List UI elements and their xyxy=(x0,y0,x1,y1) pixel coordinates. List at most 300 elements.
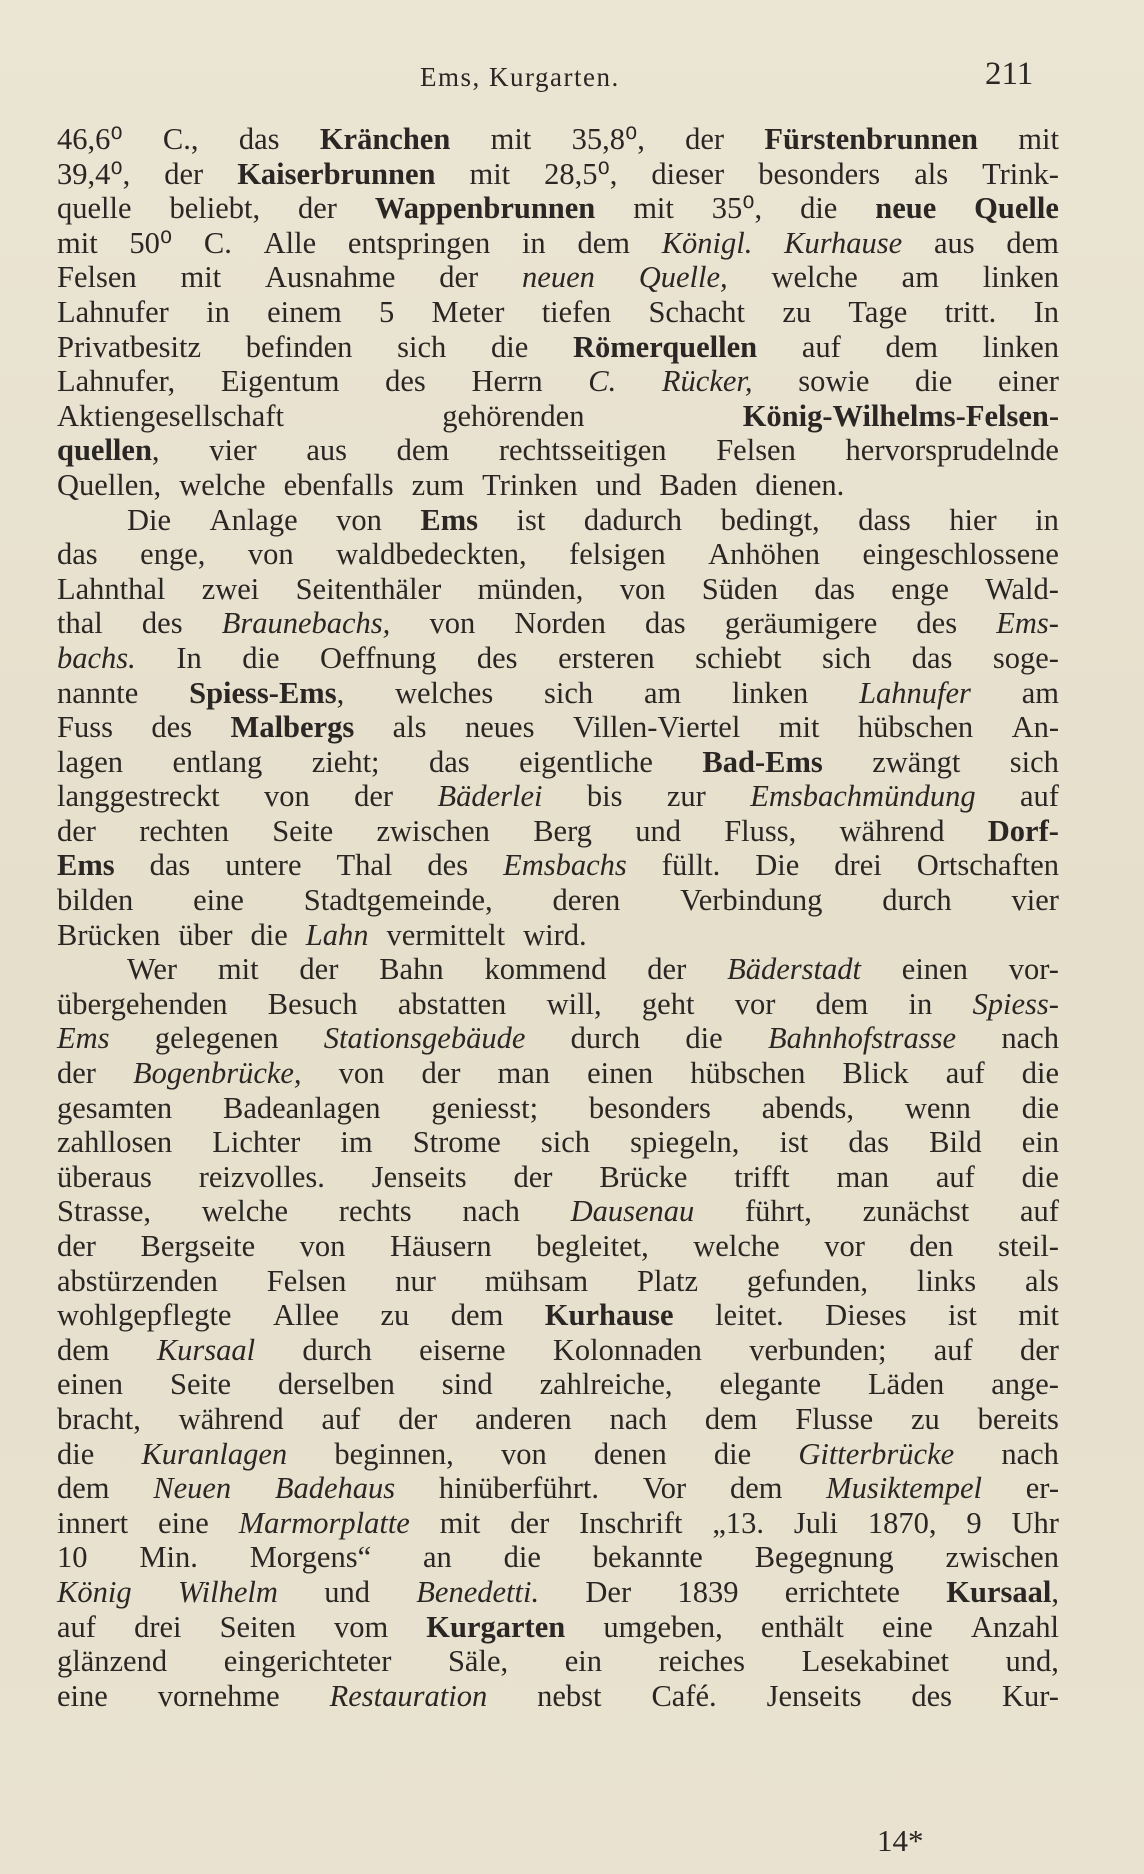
word xyxy=(882,883,951,918)
text-line xyxy=(57,779,1059,814)
word xyxy=(588,364,616,399)
word xyxy=(499,433,667,468)
word xyxy=(278,1367,395,1402)
word xyxy=(209,433,256,468)
word xyxy=(911,1402,940,1437)
word-part: mit xyxy=(490,122,532,156)
word xyxy=(284,468,403,503)
word-part: felsigen xyxy=(569,537,666,572)
word-part: die xyxy=(491,329,529,364)
word xyxy=(426,1610,565,1645)
word-part: sowie xyxy=(798,364,870,399)
word-part: Bahnhofstrasse xyxy=(767,1021,957,1056)
word xyxy=(573,710,740,745)
word-part: am xyxy=(643,675,682,710)
word-part: der xyxy=(510,1505,550,1540)
word xyxy=(57,1610,96,1645)
word-part: Aktiengesellschaft xyxy=(57,398,284,433)
word xyxy=(596,468,651,503)
word-part: C. xyxy=(588,364,617,399)
word-part: und, xyxy=(1005,1644,1059,1679)
text-line xyxy=(57,1471,1059,1506)
word-part: mit xyxy=(469,156,511,191)
word xyxy=(57,1437,94,1472)
text-line xyxy=(57,1229,1059,1264)
word xyxy=(848,295,907,330)
text-line xyxy=(57,1506,1059,1541)
word-part: untere xyxy=(225,848,302,883)
word-part: durch xyxy=(302,1332,372,1367)
word xyxy=(1009,952,1059,987)
word-part: „13. xyxy=(712,1505,764,1540)
word-part: Braunebachs, xyxy=(221,606,391,641)
word-part: Neuen xyxy=(153,1471,232,1506)
word xyxy=(416,1575,539,1610)
word xyxy=(798,1437,954,1472)
word xyxy=(1001,1021,1059,1056)
word-part: vom xyxy=(333,1609,389,1644)
word-part: Wer xyxy=(127,952,178,987)
word-part: in xyxy=(908,986,933,1021)
word-part: zwischen xyxy=(945,1540,1059,1575)
word-part: der xyxy=(354,779,394,814)
word xyxy=(934,226,975,261)
word xyxy=(206,295,230,330)
word-part: Häusern xyxy=(389,1229,492,1263)
word xyxy=(1025,1264,1059,1299)
word xyxy=(57,537,98,572)
text-line xyxy=(57,295,1059,330)
word xyxy=(712,191,762,226)
word-part: Jenseits xyxy=(371,1159,467,1194)
word xyxy=(429,606,475,641)
word xyxy=(1002,1679,1059,1714)
word xyxy=(914,157,948,192)
word-part: quellen xyxy=(57,433,152,468)
word xyxy=(439,260,478,295)
word-part: das xyxy=(848,1125,890,1160)
text-line xyxy=(57,122,1059,157)
word xyxy=(151,710,192,745)
word xyxy=(462,1194,520,1229)
word xyxy=(57,399,284,434)
word xyxy=(802,1644,949,1679)
word xyxy=(1006,226,1059,261)
word-part: Badehaus xyxy=(274,1471,396,1506)
word xyxy=(779,710,820,745)
word-part: eine xyxy=(193,883,244,918)
word-part: dem xyxy=(577,225,630,260)
word-part: ebenfalls xyxy=(283,467,394,502)
word xyxy=(510,1506,549,1541)
word xyxy=(393,710,427,745)
word-part: gelegenen xyxy=(154,1021,279,1056)
word xyxy=(264,226,317,261)
word-part: der xyxy=(57,1229,96,1263)
word-part: hervorsprudelnde xyxy=(845,433,1059,468)
word xyxy=(427,848,468,883)
word xyxy=(978,1402,1059,1437)
word xyxy=(57,1471,110,1506)
text-line xyxy=(57,1298,1059,1333)
running-head: Ems, Kurgarten. xyxy=(420,62,620,92)
word-part: das xyxy=(814,571,855,606)
word xyxy=(800,191,837,226)
word-part: die xyxy=(915,364,953,399)
text-line xyxy=(57,641,1059,676)
word-part: Kränchen xyxy=(319,122,451,156)
word-part: zu xyxy=(380,1298,410,1333)
word-part: Seiten xyxy=(219,1609,296,1644)
word-part: Restauration xyxy=(329,1678,488,1713)
word-part: Kur- xyxy=(1001,1678,1059,1713)
word xyxy=(882,1610,933,1645)
word xyxy=(635,814,681,849)
word-part: übergehenden xyxy=(57,986,228,1021)
word xyxy=(659,1644,745,1679)
word-part: zunächst xyxy=(862,1194,970,1229)
word-part: das xyxy=(911,640,953,675)
word-part: des xyxy=(141,606,183,641)
word-part: von xyxy=(338,1056,385,1091)
word xyxy=(375,191,595,226)
word-part: zum xyxy=(411,467,465,502)
word-part: von xyxy=(429,606,476,641)
word xyxy=(836,1160,889,1195)
word xyxy=(705,1402,758,1437)
word xyxy=(275,1471,395,1506)
word-part: als xyxy=(1025,1263,1059,1298)
word xyxy=(571,1021,640,1056)
word-part: linken xyxy=(732,675,809,710)
word-part: nach xyxy=(1001,1021,1059,1056)
word xyxy=(983,330,1059,365)
word xyxy=(745,1194,812,1229)
word xyxy=(1020,1194,1059,1229)
word xyxy=(902,260,939,295)
word-part: der xyxy=(57,813,96,848)
word-part: Ems xyxy=(57,848,115,883)
word xyxy=(302,1333,371,1368)
word xyxy=(589,1091,711,1126)
body-text xyxy=(57,122,1059,1713)
word-part: nur xyxy=(395,1263,436,1298)
word-part: gesamten xyxy=(57,1090,173,1125)
word-part: Begegnung xyxy=(754,1540,894,1575)
word-part: Lichter xyxy=(212,1125,301,1160)
word xyxy=(712,1506,764,1541)
word-part: sich xyxy=(1009,744,1059,779)
word xyxy=(768,1021,956,1056)
word-part: zwängt xyxy=(872,744,961,779)
word-part: 39,4⁰, xyxy=(57,156,131,191)
word xyxy=(767,1679,862,1714)
word xyxy=(242,641,279,676)
word-part: abstürzenden xyxy=(57,1263,218,1298)
word xyxy=(816,987,869,1022)
word xyxy=(57,1298,231,1333)
word-part: errichtete xyxy=(784,1574,900,1609)
word xyxy=(381,1298,410,1333)
word-part: links xyxy=(916,1263,977,1298)
word xyxy=(761,1610,844,1645)
word xyxy=(273,1298,339,1333)
word xyxy=(471,364,542,399)
word-part: mit xyxy=(1018,122,1059,156)
word-part: der xyxy=(57,1056,96,1091)
word xyxy=(936,1160,975,1195)
word-part: dem xyxy=(57,1332,110,1367)
word xyxy=(306,433,347,468)
word-part: , xyxy=(151,433,160,468)
word xyxy=(974,191,1059,226)
word xyxy=(484,952,606,987)
word xyxy=(523,918,596,953)
word xyxy=(57,710,113,745)
word-part: Allee xyxy=(272,1298,340,1333)
word xyxy=(599,1160,687,1195)
word xyxy=(339,1194,412,1229)
word xyxy=(413,1125,501,1160)
word xyxy=(1022,676,1059,711)
word xyxy=(57,1506,128,1541)
word-part: man xyxy=(497,1056,551,1091)
word xyxy=(421,1056,460,1091)
word-part: Stadtgemeinde, xyxy=(303,883,493,918)
word xyxy=(57,572,165,607)
word xyxy=(544,676,593,711)
word-part: den xyxy=(909,1229,954,1263)
text-line xyxy=(57,1021,1059,1056)
word-part: welche xyxy=(771,260,858,295)
word-part: abstatten xyxy=(397,986,507,1021)
word-part: Kursaal xyxy=(156,1332,256,1367)
word xyxy=(552,883,620,918)
word xyxy=(946,1575,1059,1610)
word xyxy=(437,779,542,814)
word xyxy=(334,1610,388,1645)
word xyxy=(558,641,655,676)
word-part: das xyxy=(429,744,470,779)
word xyxy=(735,987,776,1022)
word-part: ist xyxy=(947,1298,977,1333)
word-part: der xyxy=(398,1401,438,1436)
word xyxy=(395,1264,436,1299)
word-part: auf xyxy=(57,1609,96,1644)
text-line xyxy=(57,1644,1059,1679)
word xyxy=(714,1437,751,1472)
word xyxy=(536,1229,649,1264)
word xyxy=(504,1540,541,1575)
word xyxy=(221,364,340,399)
word-part: verbunden; xyxy=(749,1332,887,1367)
word xyxy=(478,572,584,607)
word xyxy=(1034,295,1059,330)
word-part: 10 xyxy=(57,1540,88,1575)
word-part: In xyxy=(1033,294,1059,329)
word-part: 1839 xyxy=(677,1574,739,1609)
word xyxy=(133,1056,302,1091)
word xyxy=(749,1333,886,1368)
word xyxy=(431,1091,538,1126)
word-part: Morgens“ xyxy=(249,1540,372,1575)
word-part: beliebt, xyxy=(169,191,261,226)
word xyxy=(1012,883,1059,918)
word-part: mit xyxy=(57,225,98,260)
word xyxy=(647,952,686,987)
word xyxy=(993,641,1059,676)
word xyxy=(517,503,546,538)
page-number: 211 xyxy=(985,56,1034,92)
word-part: Kolonnaden xyxy=(552,1332,702,1367)
word-part: Ausnahme xyxy=(264,260,396,295)
word-part: Wald- xyxy=(985,571,1059,606)
word xyxy=(948,1298,977,1333)
word-part: kommend xyxy=(484,952,607,987)
word-part: geniesst; xyxy=(431,1090,539,1125)
text-line xyxy=(57,1194,1059,1229)
word-part: Marmorplatte xyxy=(238,1505,410,1540)
word xyxy=(545,1298,674,1333)
word xyxy=(57,1367,123,1402)
word-part: überaus xyxy=(57,1159,152,1194)
text-line xyxy=(57,676,1059,711)
text-line xyxy=(57,157,1059,192)
word-part: der xyxy=(298,191,337,226)
word-part: Kurhause xyxy=(544,1298,674,1333)
word xyxy=(843,1056,909,1091)
word xyxy=(204,226,232,261)
word-part: eingeschlossene xyxy=(862,537,1059,572)
word-part: Felsen xyxy=(57,260,137,295)
word xyxy=(637,1264,698,1299)
word xyxy=(57,1194,151,1229)
word xyxy=(57,1679,108,1714)
word xyxy=(379,952,443,987)
word xyxy=(702,745,822,780)
word-part: Quellen, xyxy=(57,467,162,502)
word-part: eine xyxy=(158,1505,209,1540)
word xyxy=(340,1125,372,1160)
word xyxy=(246,330,353,365)
word xyxy=(334,1437,453,1472)
word xyxy=(1022,1056,1059,1091)
word xyxy=(202,1194,288,1229)
word xyxy=(320,641,436,676)
word-part: er- xyxy=(1025,1471,1059,1506)
word xyxy=(579,1506,682,1541)
word xyxy=(724,814,796,849)
word-part: ist xyxy=(779,1125,809,1160)
word xyxy=(725,606,877,641)
word xyxy=(448,1644,508,1679)
word xyxy=(306,918,378,953)
word xyxy=(946,1056,985,1091)
word xyxy=(155,1021,279,1056)
text-line xyxy=(57,503,1059,538)
word-part: hübschen xyxy=(857,710,974,745)
word-part: Blick xyxy=(842,1056,909,1091)
word-part: sich xyxy=(397,329,447,364)
word xyxy=(57,745,123,780)
word xyxy=(988,814,1059,849)
word-part: Trink- xyxy=(982,156,1059,191)
word xyxy=(998,364,1059,399)
text-line xyxy=(57,1402,1059,1437)
word xyxy=(983,260,1059,295)
word-part: zieht; xyxy=(311,744,380,779)
word-part: hier xyxy=(949,502,997,537)
word xyxy=(164,157,203,192)
word xyxy=(758,157,880,192)
word-part: Lahnufer xyxy=(57,294,169,329)
word-part: Besuch xyxy=(267,986,358,1021)
word xyxy=(802,330,841,365)
word-part: Bad-Ems xyxy=(702,744,823,779)
word xyxy=(651,1679,716,1714)
word-part: Lahnufer xyxy=(859,675,971,710)
word xyxy=(1001,1437,1059,1472)
word-part: welche xyxy=(693,1229,780,1263)
word-part: bekannte xyxy=(592,1540,703,1575)
word-part: mit xyxy=(1018,1298,1059,1333)
word-part: Quelle, xyxy=(638,260,728,295)
word xyxy=(824,1229,865,1264)
word xyxy=(569,537,666,572)
word xyxy=(429,745,470,780)
word xyxy=(210,503,298,538)
word-part: Felsen xyxy=(266,1263,347,1298)
word-part: reizvolles. xyxy=(198,1159,325,1194)
word xyxy=(324,1575,370,1610)
word-part: 50⁰ xyxy=(129,225,173,260)
word xyxy=(662,848,720,883)
word xyxy=(267,1264,347,1299)
word xyxy=(477,641,518,676)
word-part: Säle, xyxy=(447,1644,509,1679)
word xyxy=(917,1264,976,1299)
word-part: dieser xyxy=(651,156,725,191)
word-part: Privatbesitz xyxy=(57,329,201,364)
word xyxy=(695,641,781,676)
word xyxy=(57,1229,96,1264)
word xyxy=(680,883,822,918)
word-part: man xyxy=(836,1159,889,1194)
word xyxy=(322,1402,361,1437)
word xyxy=(603,1610,722,1645)
word-part: Wappenbrunnen xyxy=(374,191,596,226)
word xyxy=(141,1437,287,1472)
word-part: Schacht xyxy=(648,294,745,329)
word-part: eine xyxy=(57,1678,108,1713)
word-part: zu xyxy=(910,1401,940,1436)
word-part: mühsam xyxy=(484,1263,589,1298)
word-part: spiegeln, xyxy=(630,1125,740,1160)
word-part: einen xyxy=(587,1056,654,1091)
word-part: Süden xyxy=(701,571,779,606)
word-part: Ems xyxy=(57,1021,110,1056)
word xyxy=(1020,779,1059,814)
word xyxy=(348,226,490,261)
word xyxy=(57,1575,132,1610)
word-part: das xyxy=(149,848,191,883)
word xyxy=(127,503,171,538)
word xyxy=(912,641,953,676)
word xyxy=(239,122,280,157)
text-line xyxy=(57,1056,1059,1091)
word-part: glänzend xyxy=(57,1644,168,1679)
word xyxy=(395,676,493,711)
